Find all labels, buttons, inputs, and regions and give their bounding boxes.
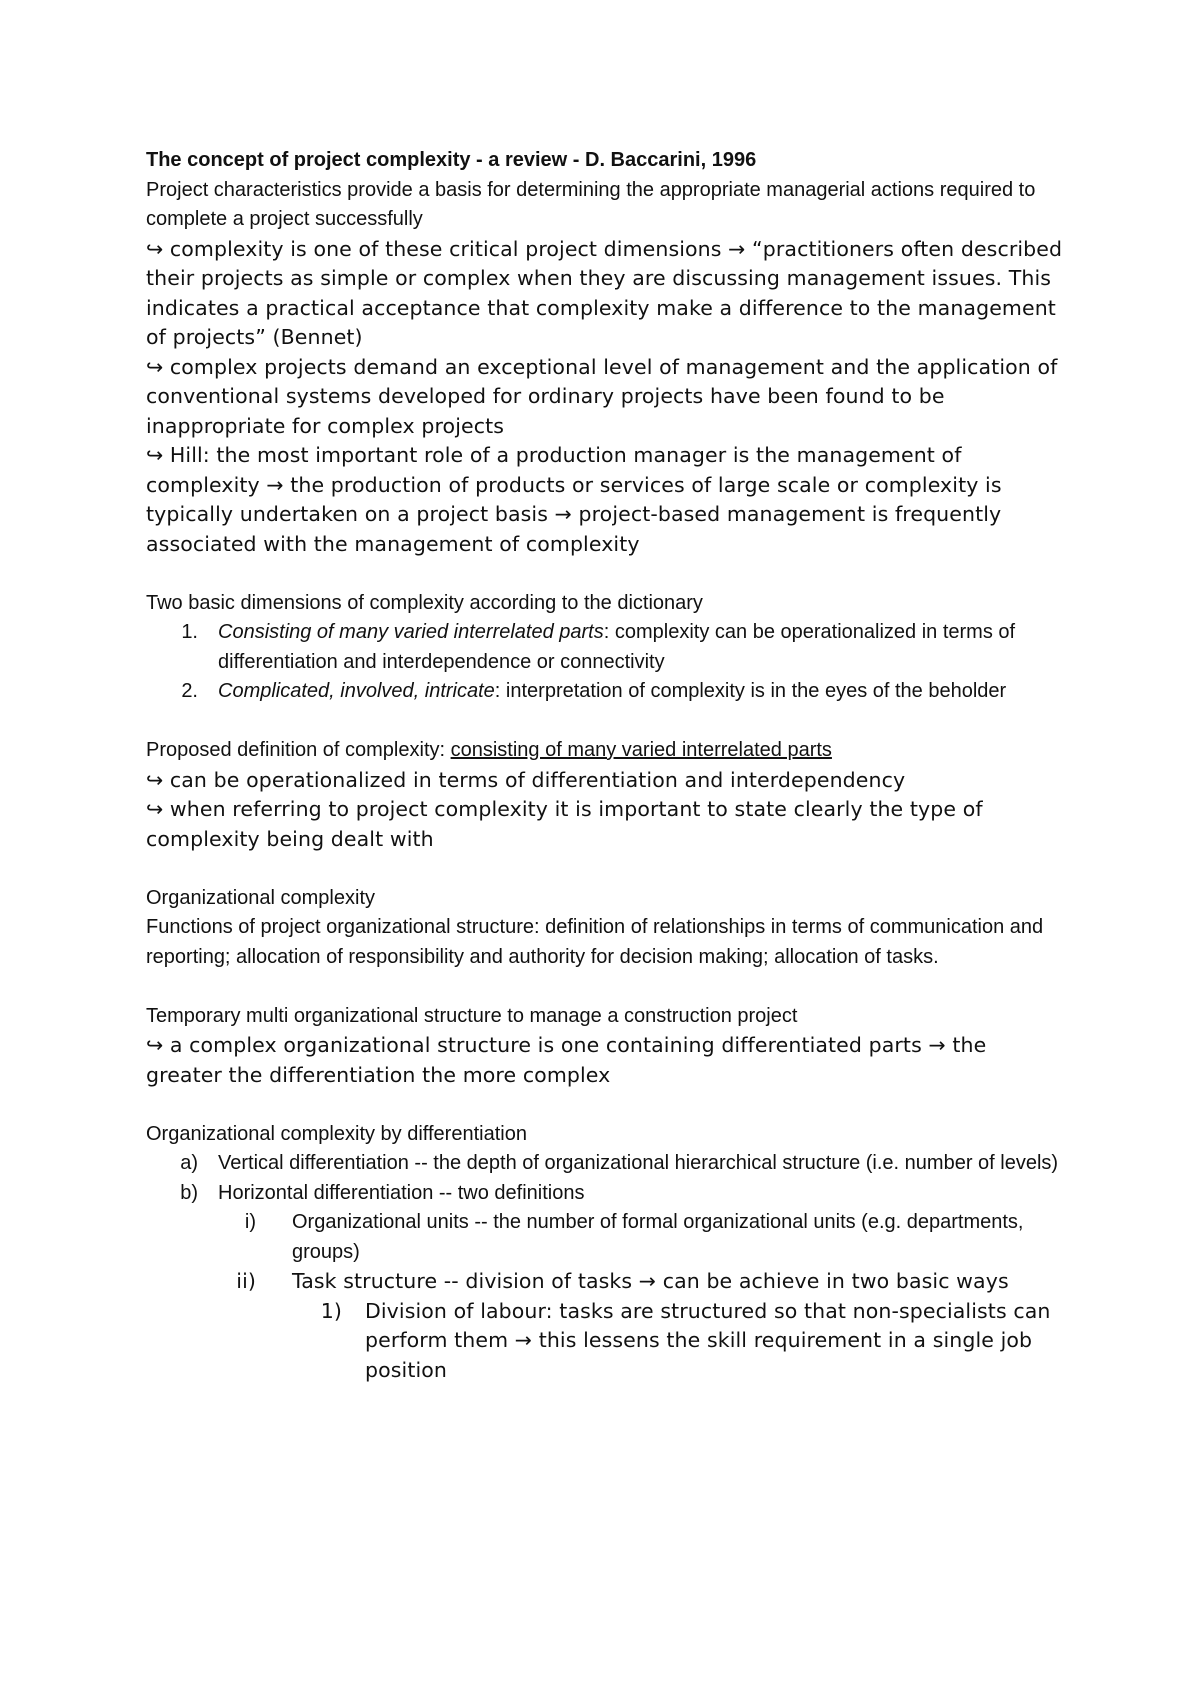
spacer bbox=[146, 854, 1066, 884]
intro-note-hill: ↪ Hill: the most important role of a production manager is the management of complexity → the production of products or services of large scale or complexity is typically undertaken on a project basis → project-based management is frequently associated with the management of complexity bbox=[146, 443, 1002, 556]
list-text: Vertical differentiation -- the depth of organizational hierarchical structure (i.e. number of levels) bbox=[218, 1152, 1059, 1174]
document-page bbox=[146, 146, 1066, 1385]
list-number: b) bbox=[180, 1181, 198, 1204]
temporary-structure-note: ↪ a complex organizational structure is one containing differentiated parts → the greater the differentiation the more complex bbox=[146, 1033, 987, 1087]
list-number: 1. bbox=[181, 621, 198, 643]
intro-paragraph: Project characteristics provide a basis for determining the appropriate managerial actions required to complete a project successfully bbox=[146, 178, 1036, 230]
list-number: 1) bbox=[320, 1298, 342, 1323]
definition-value: consisting of many varied interrelated parts bbox=[450, 739, 832, 761]
list-text: Division of labour: tasks are structured so that non-specialists can perform them → this lessens the skill requirement in a single job position bbox=[365, 1298, 1051, 1382]
list-item bbox=[146, 1149, 1066, 1179]
list-item bbox=[146, 1297, 1066, 1386]
differentiation-heading: Organizational complexity by differentiation bbox=[146, 1122, 527, 1145]
definition-line bbox=[146, 736, 1066, 766]
definition-note-operationalized: ↪ can be operationalized in terms of differentiation and interdependency bbox=[146, 767, 906, 792]
dimensions-heading: Two basic dimensions of complexity according to the dictionary bbox=[146, 591, 703, 614]
list-number: a) bbox=[180, 1152, 198, 1174]
temporary-structure-heading: Temporary multi organizational structure to manage a construction project bbox=[146, 1004, 798, 1027]
org-heading: Organizational complexity bbox=[146, 886, 375, 909]
list-item bbox=[146, 1267, 1066, 1297]
list-text: : interpretation of complexity is in the eyes of the beholder bbox=[494, 680, 1007, 702]
list-text: Horizontal differentiation -- two definitions bbox=[218, 1181, 585, 1204]
definition-label: Proposed definition of complexity: bbox=[146, 739, 451, 761]
list-item bbox=[146, 1179, 1066, 1209]
dimensions-list bbox=[146, 618, 1066, 707]
list-item bbox=[146, 618, 1066, 677]
differentiation-list bbox=[146, 1149, 1066, 1385]
list-item bbox=[146, 677, 1066, 707]
list-number: i) bbox=[244, 1211, 256, 1233]
spacer bbox=[146, 972, 1066, 1002]
list-text: : complexity can be operationalized in terms of differentiation and interdependence or connectivity bbox=[218, 621, 1016, 673]
org-text: Functions of project organizational structure: definition of relationships in terms of communication and reporting; allocation of responsibility and authority for decision making; allocation of tasks. bbox=[146, 916, 1044, 968]
list-number: 2. bbox=[181, 680, 198, 702]
intro-note-complex-projects: ↪ complex projects demand an exceptional level of management and the application of conventional systems developed for ordinary projects have been found to be inappropriate for complex projects bbox=[146, 354, 1058, 438]
list-item bbox=[146, 1208, 1066, 1267]
intro-note-complexity-dimension: ↪ complexity is one of these critical project dimensions → “practitioners often described their projects as simple or complex when they are discussing management issues. This indicates a practical acceptance that complexity make a difference to the management of projects” (Bennet) bbox=[146, 236, 1063, 349]
list-text: Task structure -- division of tasks → can be achieve in two basic ways bbox=[292, 1269, 1009, 1293]
list-number: ii) bbox=[236, 1269, 256, 1293]
list-term: Complicated, involved, intricate bbox=[218, 680, 495, 702]
list-term: Consisting of many varied interrelated parts bbox=[218, 621, 604, 643]
definition-note-type: ↪ when referring to project complexity it is important to state clearly the type of complexity being dealt with bbox=[146, 797, 983, 851]
document-title: The concept of project complexity - a review - D. Baccarini, 1996 bbox=[146, 149, 757, 171]
spacer bbox=[146, 559, 1066, 589]
spacer bbox=[146, 707, 1066, 737]
spacer bbox=[146, 1090, 1066, 1120]
list-text: Organizational units -- the number of formal organizational units (e.g. departments, groups) bbox=[292, 1211, 1024, 1263]
